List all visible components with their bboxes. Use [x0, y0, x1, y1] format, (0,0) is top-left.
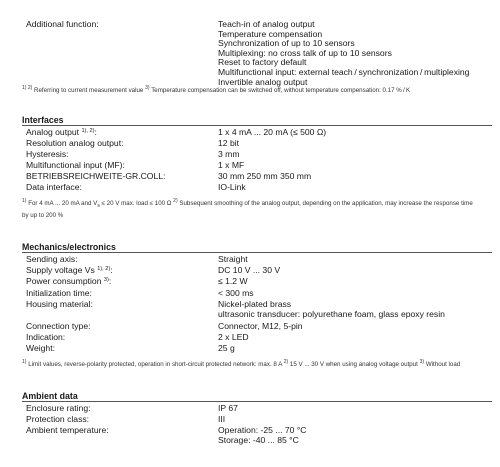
additional-function-item: Invertible analog output: [218, 76, 308, 87]
spec-label: Power consumption: [26, 276, 102, 286]
spec-value: 1 x MF: [218, 160, 245, 170]
spec-value: ≤ 1.2 W: [218, 276, 248, 286]
spec-value: IO-Link: [218, 182, 246, 192]
additional-function-item: Synchronization of up to 10 sensors: [218, 38, 355, 49]
additional-function-item: Multifunctional input: external teach / synchronization / multiplexing: [218, 66, 470, 77]
spec-label: Housing material:: [26, 299, 93, 309]
footnote-mark: 1): [22, 198, 27, 204]
footnote-text: 15 V ... 30 V when using analog voltage output: [289, 361, 418, 368]
spec-value: Storage: -40 ... 85 °C: [218, 434, 299, 445]
spec-label: Resolution analog output:: [26, 138, 124, 148]
footnote-mark: 3): [145, 85, 150, 91]
footnote-mark: 2): [283, 359, 289, 365]
footnote-text: Subsequent smoothing of the analog output, depending on the application, may increase the response time: [179, 200, 473, 207]
spec-label: Weight:: [26, 343, 55, 353]
additional-function-item: Reset to factory default: [218, 57, 307, 68]
section-title-ambient: Ambient data: [22, 391, 78, 401]
footnote-text: ≤ 20 V max. load ≤ 100 Ω: [101, 200, 172, 207]
spec-value: Nickel-plated brass: [218, 299, 292, 309]
spec-value: 25 g: [218, 343, 235, 353]
footnote-mark: 1) 2): [22, 85, 33, 91]
spec-label: Supply voltage Vs: [26, 265, 95, 275]
section-title-interfaces: Interfaces: [22, 115, 64, 125]
datasheet-page: Additional function: Teach-in of analog output Temperature compensation Synchronization of up to 10 sensors Multiplexing: no cross talk of up to 10 sensors Reset to factory default Multifunctional input: external teach / synchronization / multiplexing Invertible analog output $^{1) 2)}$ Referring to current measurement value $^{3)}$ Temperature compensation can be switched off, without temperature compensation: 0.17 % / K Interfaces Analog output $^{1), 2)}$: 1 x 4 mA ... 20 mA (≤ 500 Ω) Resolution analog output: 12 bit Hysteresis: 3 mm Multifunctional input (MF): 1 x MF BETRIEBSREICHWEITE-GR.COLL: 30 mm 250 mm 350 mm Data interface: IO-Link $^{1)}$ For 4 mA ... 20 mA and $V_s \le 20$ V max. load ≤ 100 Ω $^{2)}$ Subsequent smoothing of the analog output, depending on the application, may increase the response time by up to 200 % Mechanics/electronics Sending axis: Straight Supply voltage Vs $^{1), 2)}$: DC 10 V ... 30 V Power consumption $^{3)}$: ≤ 1.2 W Initialization time: < 300 ms Housing material: Nickel-plated brass ultrasonic transducer: polyurethane foam, glass epoxy resin Connection type: Connector, M12, 5-pin Indication: 2 x LED Weight: 25 g $^{1)}$ Limit values, reverse-polarity protected, operation in short-circuit protected network: max. 8 A $^{2)}$ 15 V ... 30 V when using analog voltage output $^{3)}$ Without load Ambient data Enclosure rating: IP 67 Protection class: III Ambient temperature: Operation: -25 ... 70 °C Storage: -40 ... 85 °C: [0, 0, 500, 467]
section-divider: [22, 125, 492, 126]
additional-function-values: [218, 20, 469, 87]
spec-value: 12 bit: [218, 138, 240, 148]
spec-value: DC 10 V ... 30 V: [218, 265, 281, 275]
spec-footnote-mark: 1), 2): [97, 266, 111, 272]
additional-function-item: Multiplexing: no cross talk of up to 10 sensors: [218, 47, 392, 58]
spec-value: 1 x 4 mA ... 20 mA (≤ 500 Ω): [218, 127, 327, 137]
spec-value: 2 x LED: [218, 332, 249, 342]
additional-function-label: Additional function:: [26, 19, 99, 29]
spec-value: IP 67: [218, 403, 238, 413]
spec-label: Analog output: [26, 127, 80, 137]
footnote-additional: [22, 84, 492, 95]
spec-label: Enclosure rating:: [26, 403, 91, 413]
additional-function-item: Teach-in of analog output: [218, 19, 315, 29]
footnote-mark: 2): [173, 198, 178, 204]
footnote-mechanics: [22, 358, 492, 369]
spec-label: Multifunctional input (MF):: [26, 160, 125, 170]
footnote-text: Limit values, reverse-polarity protected, operation in short-circuit protected network: max. 8 A: [28, 361, 282, 368]
spec-value: 3 mm: [218, 149, 240, 159]
spec-label: Sending axis:: [26, 254, 78, 264]
spec-value: Operation: -25 ... 70 °C: [218, 425, 307, 435]
footnote-text: For 4 mA ... 20 mA and V: [28, 200, 98, 207]
spec-value: Straight: [218, 254, 248, 264]
section-title-mechanics: Mechanics/electronics: [22, 242, 116, 252]
spec-label: Data interface:: [26, 182, 82, 192]
section-divider: [22, 252, 492, 253]
footnote-text: Referring to current measurement value: [34, 87, 144, 94]
spec-value: ultrasonic transducer: polyurethane foam, glass epoxy resin: [218, 308, 445, 319]
spec-label: Ambient temperature:: [26, 425, 109, 435]
additional-function-item: Temperature compensation: [218, 28, 323, 39]
spec-label: Hysteresis:: [26, 149, 69, 159]
footnote-mark: 1): [22, 359, 27, 365]
spec-value: III: [218, 414, 226, 424]
spec-label: Indication:: [26, 332, 66, 342]
spec-value: 30 mm 250 mm 350 mm: [218, 171, 312, 181]
section-divider: [22, 401, 492, 402]
spec-label: Initialization time:: [26, 288, 92, 298]
footnote-text: by up to 200 %: [22, 212, 64, 219]
spec-value: < 300 ms: [218, 288, 254, 298]
footnote-text: Without load: [425, 361, 461, 368]
spec-label: Protection class:: [26, 414, 90, 424]
spec-footnote-mark: 1), 2): [81, 128, 95, 134]
spec-value: Connector, M12, 5-pin: [218, 321, 303, 331]
footnote-interfaces: $^{1)}$ For 4 mA ... 20 mA and $V_s \le 20$ V max. load ≤ 100 Ω $^{2)}$ Subsequent smoothing of the analog output, depending on the application, may increase the response time by up to 200 %: [22, 197, 492, 220]
spec-label: BETRIEBSREICHWEITE-GR.COLL:: [26, 171, 166, 181]
spec-label: Connection type:: [26, 321, 91, 331]
footnote-mark: 3): [419, 359, 425, 365]
spec-footnote-mark: 3): [103, 277, 109, 283]
footnote-text: Temperature compensation can be switched off, without temperature compensation: 0.17 % / K: [151, 87, 411, 94]
